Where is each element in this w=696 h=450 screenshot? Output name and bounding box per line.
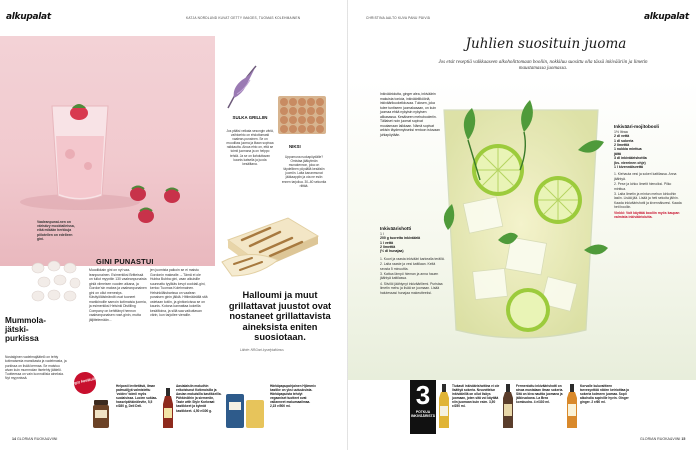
strawberry-caption: Vaaleanpunai-nen on värisävy mocktaileissa, eikä mikään herkkuja piilotellen on edelleen gini. [37, 220, 75, 241]
shot-bottle-3-image [566, 384, 578, 430]
recipe1-step: 3. Kattoa lämpö hieman ja anna hauen jäähtyä kattilassa. [380, 272, 439, 281]
mummola-title: Mummola-jätski-purkissa [5, 316, 46, 343]
recipe2-ingredient: 1 nukkia minttua [614, 147, 642, 152]
lavender-photo [222, 60, 262, 112]
recipe2-ingredient: 2 limettiä [614, 143, 630, 147]
recipe1-ingredient: 2 limettiä [380, 245, 396, 249]
right-photo-credit: CHRISTINA AALTO KUVA PANU PÄIVIÄ [366, 16, 431, 20]
recipe1-step: 2. Laita raaste ja vesi kattilaan. Keitä seosta 5 minuuttia. [380, 262, 436, 271]
article-title: Juhlien suosituin juoma [465, 36, 627, 52]
shot-bottle-2-image [502, 384, 514, 430]
right-folio [640, 437, 685, 441]
bean-products-image [224, 388, 266, 430]
recipe1-ingredient: 200 g tuoretta inkivääriä [380, 236, 421, 241]
egg-tray-photo [278, 96, 326, 134]
sauce-bottle-image [162, 388, 174, 430]
shot-product-1-text: Tiukasti inkiväärishottina ei ole lisättyä sokeria. Neuvottelun inkiväärillä on ollut lisäys juomaan, joten sitä voi käyttää niin juomaan kuin esim. 3,50 e/250 ml. [452, 384, 500, 409]
recipe2-ingredient: (ks. viereinen ohje) [614, 160, 646, 165]
left-photo-credit: KATJA NORDLUND KUVAT GETTY IMAGES, TUOMAS KOLEHMAINEN [186, 16, 301, 20]
recipe1-title: Inkiväärishotti [380, 226, 412, 231]
niksi-title: NIKSI [289, 144, 301, 149]
recipe1-step: 4. Siivilöi jäähtynyt inkivääriliemi. Puristaa limetin mehu ja lisää se juomaan. Lisää halutessasi hunajaa makeutteeksi. [380, 281, 443, 295]
halloumi-quote: Halloumi ja muut grillattavat juustot ovat nostaneet grillattavista aineksista eniten suosiotaan. [228, 290, 332, 343]
recipe1-yield: 1 l [380, 231, 384, 236]
recipe2-ingredient: 3 dl inkiväärishottia [614, 156, 647, 161]
ice-cream-photo [30, 258, 82, 304]
gini-column-2: jen juomista paikoin se ei maistu Gordonin makealle. – Tämä ei ole Hubba Bubba gini, vaan aikuisille suunnattu tyylikäs kevyt cocktail-gini, kertoo Tuomas Kolehmainen. Helsinkiläisbarissa on vaalean punaisen ginin jälkiä. Hittimäärällä sitä ostetaan kotiin, ja ginitonicissa se on kaunis. Kotona kannattaa kokeilla kesäiltoina, ja sillä saa vaikuttavan värin, kun tarjoilee vieraille. [150, 268, 208, 317]
recipe2-title: Inkivääri-mojitobooli [614, 124, 659, 129]
three-label: POTKUA INKIVÄÄRISTÄ [411, 410, 436, 419]
right-folio-label: GLORIAN RUOKA&VIINI [640, 437, 681, 441]
article-lead: Jos etsit reseptiä valkkaaseen alkoholittomaan booliin, nokkiluu suosittu olla tässä inkivääriin ja limetin maustamassa juomassa. [438, 60, 648, 72]
three-box [410, 380, 436, 434]
recipe2-tip: Vinkki: Voit käyttää booliin myös kaupan valmista inkivääriolutta. [614, 210, 680, 220]
recipe2-ingredient: jäitä [614, 151, 622, 156]
right-page [348, 0, 696, 450]
three-number: 3 [415, 380, 431, 410]
niksi-body: Uppomuna ruokapöydälle? Omistaa jääkylmän munakennon, joka on täydellinen pöydällä kesäisiin juomiin. Laita kananmunat jääkaappiin ja ota ne esiin ennen tarjoilua. 30–60 sekuntia riittää. [281, 155, 327, 188]
recipe2-ingredient: 1 dl sokeria [614, 138, 634, 143]
left-folio [12, 437, 57, 441]
product-2-text: Aasialaisiin makuihin erikoistunut Kotimaisilla ja Aasian makuisilla kastikkeilla. Pähkinöihin ja siemeniin, Taste with Style Korkeaat kastikkeet ja kylmät kastikkeet. 4,50 e/300 g. [176, 384, 222, 413]
recipe-inkivaarishotti [380, 226, 446, 295]
product-1-text: Helposti levitettävä, ilman palmuöljyä valmistettu 'voidex' toimii myös suolaisissa. Lucien suklaa-hasselpähkinälevite, 5,5 e/280 g, Deli Deli. [116, 384, 158, 409]
recipe1-ingredient: 1 l vettä [380, 240, 394, 245]
right-brand-logo: alkupalat [644, 12, 689, 22]
left-brand-logo: alkupalat [6, 12, 51, 22]
recipe2-step: 2. Pese ja lohko limetit hienoiksi. Pilko minttua. [614, 182, 672, 191]
recipe2-yield: 1½ litraa [614, 129, 628, 134]
recipe2-step: 3. Laita limetin ja mintun mehun lohkoihin lasiin. Lisää jää. Lisää ja heti sekoita jäihin. Kaada inkiväärishotti ja kivennäisvesi. Kaada heti booliin. [614, 192, 682, 210]
shot-product-3-text: Korvalle kuluvaitteen tarvesynttöä niiden ketrioittaa ja sokeria kolmeen juomaa. Sopii alkoholia sopiville hyvin. Ginger ginger. 2 e/60 ml. [580, 384, 629, 405]
spread-jar-image [92, 398, 110, 430]
sulka-title: SULKA GRILLIIN [232, 115, 268, 120]
mummola-body: Nostalginen vadelmajäätelö on tehty kotimaisesta mansikasta ja vadelmasta, ja purkissa on lisää kermaa. Se maistuu aivan kuin mummolan itsetehty jäätelö. Tuotteessa on vain luonnollisia aineksia. Nyt myynnissä. [5, 355, 67, 381]
left-folio-label: GLORIAN RUOKA&VIINI [17, 437, 58, 441]
recipe2-ingredient: 1 l kivennäisvettä [614, 165, 643, 170]
halloumi-photo [218, 210, 338, 282]
shot-bottle-1-image [438, 384, 450, 430]
recipe1-ingredient: (½ dl hunajaa) [380, 249, 404, 254]
strawberry-drink-photo [0, 36, 215, 266]
left-page-number: 14 [12, 437, 16, 441]
recipe2-ingredient: 2 dl vettä [614, 134, 630, 139]
right-page-number: 15 [681, 437, 686, 441]
product-3-text: Härkäpapupohjainen Hjömmix kastike on yksi uutuuksista. Härkäpapuista tehdyt vegaaniset tuotteet ovat vallanneet makumaailmaa. 2,15 e/500 ml. [270, 384, 316, 409]
recipe1-step: 1. Kuori ja raasta inkivääri karkealla terällä. [380, 256, 445, 261]
recipe-mojitobooli [614, 124, 682, 220]
new-badge: gry kesätuli [72, 370, 98, 396]
halloumi-source: Lähde: NRGoni-kyselytutkimus [240, 348, 284, 352]
article-intro: Inkivääriolutta, ginger alea, inkiväärin makuista tonicia, inkiväärilikööriä, inkiväärikuokeikkuvaa. Tulosen, joka tulee tuntiseen juomakasaan, on kuin juomaa ehkä nykyisin nykyisen alikasassa. Kesäiseen mehubooleriin. Tällaiset noin juomat sopivat muutamaan laikkaan. Nämä sopivat arkisin täydennykseksi rentoon istuvaan juhlapöytään. [380, 92, 440, 137]
recipe2-step: 1. Kiehauta vesi ja sokeri kattilassa. Anna jäähtyä. [614, 172, 677, 181]
shot-product-2-text: Fermentoitu inkiväärishotti on ainoa mustalaan ilman sokeria. Sitä on kiva nauttia juomana ja jälkiruokana. La Brea kombucha. 4 e/330 ml. [516, 384, 564, 405]
gini-column-1: Muodikkain gini on nyt vaa-leanpunainen. Esimerkiksi Britteissä on tullut myyntiin 130 vaaleanpunaista giniä viimeisen vuoden aikana, ja Gordon'sin makea ja vaaleanpunainen gini on ollut menestys. Käsityöläisbrändit ovat tuoneet markkinoille samoin kotimaisia juomia, ja esimerkiksi Helsinki Distilling Company on kehittänyt hennon vaaleanpunaisen rosé-ginin, mutta jäljittelemään... [89, 268, 147, 322]
gini-title: GINI PUNASTUI [96, 257, 154, 266]
sulka-body: Jos pitäisi veikata sesongin väriä, vaihtoehto on ehdottomasti vaalean-punainen. Se on muodikas juoma ja iltaan sopivaa raikkautta. Ainoa ehto on, että se toimii juomana ja on helppo tehdä. Ja se on ilahduttavan kaunis katsella ja juoda kesäiltana. [226, 129, 274, 166]
